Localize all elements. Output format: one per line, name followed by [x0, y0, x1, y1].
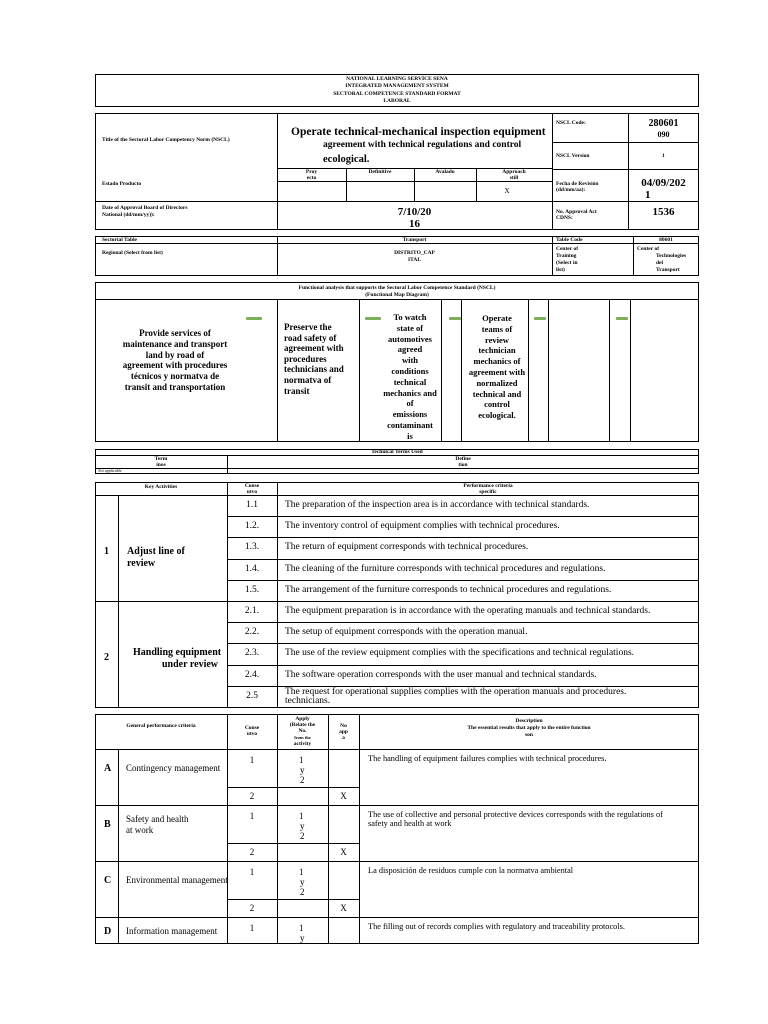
activity-number: 2.5: [246, 691, 258, 701]
criterion-description: La disposición de residuos cumple con la normatva ambiental: [368, 866, 574, 875]
arrow-icon: [246, 317, 262, 320]
activities-header-3a: Performance criteria: [463, 483, 513, 489]
function-box-line: mechanics and: [383, 387, 437, 398]
nscl-version-label: NSCL Version: [556, 153, 590, 159]
function-box-line: technical and: [472, 388, 522, 399]
function-box-line: automotives: [388, 333, 432, 344]
function-box-line: Provide services of: [139, 328, 211, 338]
apply-value: 1: [299, 923, 304, 933]
performance-criterion: The cleaning of the furniture corresponds with technical procedures and regulations.: [285, 564, 606, 574]
sector-table-label: Sectorial Table: [102, 237, 137, 243]
performance-criterion: The preparation of the inspection area is in accordance with technical standards.: [285, 500, 590, 510]
performance-criterion: The arrangement of the furniture corresponds to technical procedures and regulations.: [285, 585, 612, 595]
nscl-title-line-1: Operate technical-mechanical inspection equipment: [291, 126, 546, 138]
activity-number: 2.1.: [244, 606, 260, 616]
state-col-4b: still: [509, 175, 519, 181]
function-box-line: agreement with: [468, 366, 526, 377]
activity-number: 1.1: [246, 500, 258, 510]
activity-number: 2.3.: [244, 648, 260, 658]
row-divider: [227, 622, 699, 623]
apply-value: 1: [299, 755, 304, 765]
criterion-description: The use of collective and personal protective devices corresponds with the regulations of: [368, 810, 663, 819]
row-divider: [95, 917, 699, 918]
center-label-3: (Select in: [556, 260, 578, 266]
function-box-line: agreement with procedures: [122, 360, 228, 371]
nscl-code-label: NSCL Code:: [556, 120, 586, 126]
not-applicable-mark: X: [340, 903, 347, 913]
activity-number: 1.4.: [244, 564, 260, 574]
function-box-line: Operate: [482, 313, 512, 323]
function-box-line: transit: [284, 385, 310, 396]
function-box-line: maintenance and transport: [122, 338, 228, 349]
general-header-3c: No.: [298, 728, 307, 734]
review-value-1: 04/09/202: [641, 177, 686, 189]
conse-value: 2: [249, 903, 255, 913]
criterion-name: Contingency management: [126, 763, 221, 773]
center-value-4: Transport: [656, 267, 680, 273]
act-label: No. Approval Act: [556, 209, 597, 215]
apply-value: y: [300, 821, 305, 831]
act-label-2: CDNS:: [556, 215, 573, 221]
sector-code-label: Table Code: [556, 237, 583, 243]
sector-code-value: 80601: [659, 237, 673, 243]
terms-col-2b: tion: [458, 462, 468, 468]
header-line-3: SECTORAL COMPETENCE STANDARD FORMAT: [333, 91, 461, 97]
terms-col-1b: inos: [156, 462, 166, 468]
function-box-line: with: [401, 355, 419, 366]
row-divider: [227, 559, 699, 560]
review-label: Fecha de Revisión: [556, 181, 599, 187]
function-box-line: contaminant: [387, 419, 433, 430]
center-label-1: Center of: [556, 246, 579, 252]
function-box-line: land by road of: [145, 349, 205, 360]
function-box-line: Preserve the: [284, 322, 332, 332]
criterion-letter: C: [104, 875, 112, 886]
activities-header-2b: utvo: [246, 489, 258, 495]
function-box-line: state of: [396, 322, 424, 333]
activity-group-2-name-1: Handling equipment: [133, 647, 222, 658]
terms-row-1: Not applicable: [98, 468, 122, 473]
apply-value: 2: [300, 887, 305, 897]
nscl-version-value: 1: [662, 153, 665, 159]
function-box-line: To watch: [393, 312, 427, 322]
criterion-name: Information management: [126, 926, 218, 936]
general-header-3d: from the: [294, 735, 311, 740]
regional-label: Regional (Select from list): [102, 250, 163, 256]
general-header-3e: activity: [293, 741, 312, 747]
function-box-line: agreement with: [284, 343, 344, 354]
function-box-4: [464, 313, 530, 421]
function-box-line: emissions: [392, 409, 428, 420]
arrow-icon: [616, 317, 628, 320]
general-header-4b: app: [339, 729, 348, 735]
apply-value: 2: [300, 775, 305, 785]
performance-criterion: The setup of equipment corresponds with the operation manual.: [285, 627, 528, 637]
header-line-1: NATIONAL LEARNING SERVICE SENA: [346, 76, 448, 82]
general-header-5a: Description: [515, 718, 543, 724]
apply-value: 2: [300, 831, 305, 841]
function-box-line: normalized: [476, 377, 518, 388]
arrow-icon: [534, 317, 546, 320]
general-header-3b: (Relate the: [289, 722, 316, 728]
conse-value: 2: [249, 791, 255, 801]
activities-header-2a: Conse: [244, 483, 260, 489]
row-divider: [227, 537, 699, 538]
center-label-4: list): [556, 267, 565, 273]
nscl-code-value-2: 090: [657, 130, 670, 139]
row-divider: [227, 643, 699, 644]
general-header-4c: a: [342, 735, 345, 741]
activities-header-3b: specific: [479, 489, 497, 495]
state-col-3: Avalado: [435, 169, 455, 175]
general-header-5b: The essential results that apply to the entire function: [467, 725, 591, 731]
function-box-line: normatva of: [284, 374, 332, 385]
activity-group-1-name-2: review: [127, 558, 156, 569]
criterion-name: Safety and health: [126, 814, 189, 824]
activity-number: 2.4.: [244, 670, 260, 680]
terms-col-2a: Define: [455, 456, 471, 462]
performance-criterion: The use of the review equipment complies with the specifications and technical regulations.: [285, 648, 635, 658]
general-header-2a: Conse: [244, 725, 260, 731]
state-label: Estado Producto: [102, 181, 142, 187]
function-box-line: review: [485, 334, 509, 345]
apply-value: 1: [299, 811, 304, 821]
activity-group-2-number: 2: [104, 652, 109, 663]
state-col-1: Proy: [305, 169, 318, 175]
general-header-2b: utvo: [246, 731, 258, 737]
conse-value: 1: [249, 811, 255, 821]
nscl-title-line-3: ecological.: [323, 154, 370, 165]
function-box-line: road safety of: [284, 332, 337, 343]
center-value-1: Center of: [637, 246, 660, 252]
performance-criterion: The inventory control of equipment complies with technical procedures.: [285, 521, 560, 531]
function-box-line: agreed: [397, 344, 423, 355]
not-applicable-mark: X: [340, 791, 347, 801]
review-label-2: (dd/mm/aa):: [556, 187, 586, 193]
row-divider: [227, 843, 359, 844]
activity-group-2-name-2: under review: [162, 659, 219, 670]
function-box-line: technician: [478, 345, 516, 356]
functional-title-1: Functional analysis that supports the Sectoral Labor Competence Standard (NSCL): [298, 285, 496, 291]
act-value: 1536: [652, 206, 675, 218]
approval-label-2: National (dd/mm/yy)):: [102, 212, 155, 218]
row-divider: [227, 787, 359, 788]
conse-value: 2: [249, 847, 255, 857]
header-line-4: LABORAL: [383, 98, 411, 104]
function-box-line: technical: [393, 376, 427, 387]
row-divider: [227, 665, 699, 666]
row-divider: [95, 861, 699, 862]
conse-value: 1: [249, 867, 255, 877]
criterion-description: The filling out of records complies with regulatory and traceability protocols.: [368, 922, 625, 931]
performance-criterion: The equipment preparation is in accordance with the operating manuals and technical standards.: [285, 606, 651, 616]
function-box-line: transit and transportation: [124, 381, 226, 392]
function-box-line: ecological.: [478, 410, 516, 421]
activity-group-1-number: 1: [104, 546, 109, 557]
nscl-title-line-2: agreement with technical regulations and control: [323, 140, 522, 150]
conse-value: 1: [249, 755, 255, 765]
terms-col-1a: Term: [154, 456, 168, 462]
function-box-line: of: [406, 398, 414, 409]
criterion-name: Environmental management: [126, 875, 228, 885]
function-box-3: [380, 312, 440, 442]
activity-number: 1.3.: [244, 542, 260, 552]
function-box-line: técnicos y normatva de: [130, 371, 220, 382]
arrow-icon: [449, 317, 461, 320]
function-box-2: [284, 322, 358, 396]
function-box-line: mechanics of: [473, 356, 521, 367]
row-divider: [227, 516, 699, 517]
approval-value-2: 16: [409, 218, 420, 230]
apply-value: y: [300, 765, 305, 775]
activity-group-1-name-1: Adjust line of: [127, 546, 185, 557]
conse-value: 1: [249, 923, 255, 933]
sector-table-value: Transport: [402, 237, 427, 243]
approval-label: Date of Approval Board of Directors: [102, 205, 188, 211]
arrow-icon: [365, 317, 381, 320]
criterion-letter: B: [104, 819, 111, 830]
criterion-letter: D: [104, 926, 112, 937]
apply-value: y: [300, 933, 305, 943]
row-divider: [95, 805, 699, 806]
state-col-1b: ecto: [306, 175, 317, 181]
activity-number: 1.2.: [244, 521, 260, 531]
function-box-1: [100, 328, 250, 393]
apply-value: 1: [299, 867, 304, 877]
review-value-2: 1: [645, 189, 651, 201]
function-box-line: conditions: [391, 365, 429, 376]
criterion-name-cont: at work: [126, 825, 154, 835]
function-box-line: teams of: [481, 323, 513, 334]
nscl-code-value-1: 280601: [648, 118, 679, 129]
regional-value-2: ITAL: [407, 257, 422, 263]
function-box-line: control: [484, 399, 510, 410]
center-value-2: Technologies: [656, 253, 687, 259]
general-header-5c: son: [525, 732, 533, 738]
center-label-2: Training: [556, 253, 577, 259]
general-header-4a: No: [340, 723, 347, 729]
approval-value-1: 7/10/20: [397, 206, 432, 218]
criterion-letter: A: [104, 763, 112, 774]
functional-title-2: (Functional Map Diagram): [365, 292, 429, 298]
function-box-line: technicians and: [284, 364, 344, 375]
regional-value-1: DISTRITO_CAP: [394, 250, 435, 256]
activity-number: 1.5.: [244, 585, 260, 595]
performance-criterion: The return of equipment corresponds with technical procedures.: [285, 542, 529, 552]
performance-criterion-cont: technicians.: [285, 696, 331, 706]
apply-value: y: [300, 877, 305, 887]
state-col-4: Approach: [502, 169, 526, 175]
criterion-description: The handling of equipment failures complies with technical procedures.: [368, 754, 607, 763]
row-divider: [227, 899, 359, 900]
header-line-2: INTEGRATED MANAGEMENT SYSTEM: [345, 83, 449, 89]
terms-title: Technical Terms Used: [371, 449, 423, 455]
function-box-line: procedures: [284, 353, 327, 364]
center-value-3: del: [656, 260, 664, 266]
general-header-3a: Apply: [295, 716, 310, 722]
not-applicable-mark: X: [340, 847, 347, 857]
activities-header-1: Key Activities: [144, 484, 178, 490]
function-box-line: is: [407, 430, 413, 441]
state-mark: X: [504, 187, 510, 195]
activity-number: 2.2.: [244, 627, 260, 637]
general-header-1: General performance criteria: [126, 723, 196, 729]
performance-criterion: The software operation corresponds with the user manual and technical standards.: [285, 670, 597, 680]
nscl-title-label: Title of the Sectoral Labor Competency Norm (NSCL): [102, 137, 230, 143]
state-col-2: Definitive: [368, 169, 392, 175]
row-divider: [227, 580, 699, 581]
criterion-description-cont: safety and health at work: [368, 819, 452, 828]
performance-criterion: The request for operational supplies complies with the operation manuals and procedures.: [285, 687, 627, 697]
